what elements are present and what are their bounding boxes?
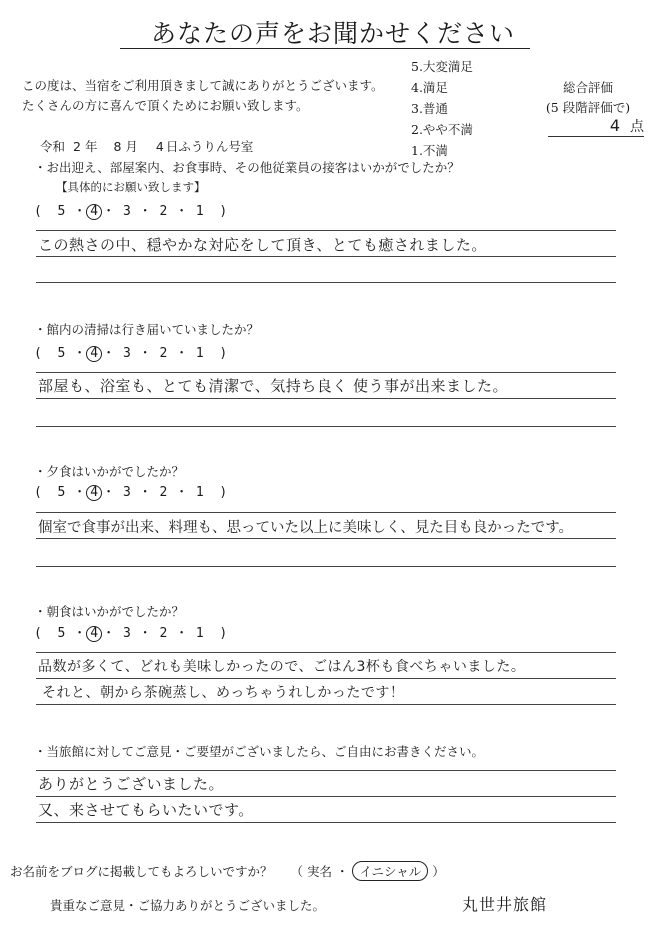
overall-score: 4	[609, 116, 620, 135]
question-5: ・当旅館に対してご意見・ご要望がございましたら、ご自由にお書きください。	[34, 744, 485, 759]
stay-date-room	[40, 137, 253, 155]
selected-rating-circle: 4	[86, 626, 102, 642]
scale-item: 2.やや不満	[411, 122, 473, 137]
inn-name: 丸世井旅館	[462, 895, 548, 914]
blog-question: お名前をブログに掲載してもよろしいですか？	[10, 864, 273, 879]
answer-line	[36, 230, 616, 231]
answer-line	[36, 678, 616, 679]
overall-score-field[interactable]	[548, 116, 644, 137]
question-5-answer-1[interactable]: ありがとうございました。	[38, 775, 225, 793]
answer-line	[36, 398, 616, 399]
overall-sub: (5 段階評価で)	[545, 100, 631, 115]
answer-line	[36, 538, 616, 539]
question-3: ・夕食はいかがでしたか？	[34, 464, 185, 479]
month-unit: 月	[125, 139, 138, 154]
question-1: ・お出迎え、部屋案内、お食事時、その他従業員の接客はいかがでしたか？	[34, 160, 460, 175]
question-4-answer-2[interactable]: それと、朝から茶碗蒸し、めっちゃうれしかったです！	[42, 685, 405, 701]
era-label: 令和	[40, 139, 66, 154]
question-5-answer-2[interactable]: 又、来させてもらいたいです。	[38, 801, 254, 819]
selected-rating-circle: 4	[86, 346, 102, 362]
question-3-answer[interactable]: 個室で食事が出来、料理も、思っていた以上に美味しく、見た目も良かったです。	[38, 520, 574, 536]
scale-item: 1.不満	[411, 143, 448, 158]
blog-permission	[10, 861, 445, 881]
selected-rating-circle: 4	[86, 485, 102, 501]
selected-rating-circle: 4	[86, 204, 102, 220]
year-unit: 年	[84, 139, 98, 154]
room-unit: 号室	[228, 139, 254, 154]
thanks-text: 貴重なご意見・ご協力ありがとうございました。	[50, 898, 326, 913]
answer-line	[36, 796, 616, 797]
question-4-rating[interactable]: ( 5 ・ 4 ・ 3 ・ 2 ・ 1 )	[34, 626, 228, 641]
question-4-answer-1[interactable]: 品数が多くて、どれも美味しかったので、ごはん3杯も食べちゃいました。	[38, 659, 526, 675]
intro-line-1: この度は、当宿をご利用頂きまして誠にありがとうございます。	[22, 78, 384, 93]
question-1-request: 【具体的にお願い致します】	[56, 180, 206, 194]
rating-scale-legend	[411, 56, 473, 161]
month-value[interactable]: 8	[113, 139, 122, 154]
question-2-rating[interactable]: ( 5 ・ 4 ・ 3 ・ 2 ・ 1 )	[34, 346, 228, 361]
answer-line	[36, 770, 616, 771]
scale-item: 3.普通	[411, 101, 448, 116]
question-1-rating[interactable]: ( 5 ・ 4 ・ 3 ・ 2 ・ 1 )	[34, 204, 228, 219]
day-value[interactable]: 4	[155, 139, 164, 154]
question-2-answer[interactable]: 部屋も、浴室も、とても清潔で、気持ち良く 使う事が出来ました。	[38, 377, 508, 395]
answer-line	[36, 512, 616, 513]
intro-line-2: たくさんの方に喜んで頂くためにお願い致します。	[22, 98, 309, 113]
answer-line	[36, 256, 616, 257]
intro-text	[22, 76, 384, 116]
answer-line	[36, 566, 616, 567]
question-2: ・館内の清掃は行き届いていましたか？	[34, 322, 260, 337]
blog-options-close: ）	[432, 864, 445, 879]
question-3-rating[interactable]: ( 5 ・ 4 ・ 3 ・ 2 ・ 1 )	[34, 485, 228, 500]
answer-line	[36, 822, 616, 823]
scale-item: 5.大変満足	[411, 59, 473, 74]
day-unit: 日	[165, 139, 179, 154]
year-value[interactable]: 2	[73, 139, 81, 154]
answer-line	[36, 282, 616, 283]
blog-options-open: （ 実名 ・	[290, 864, 349, 879]
room-value[interactable]: ふうりん	[178, 139, 229, 154]
blog-option-initial-selected[interactable]: イニシャル	[352, 861, 428, 881]
overall-rating	[528, 78, 648, 118]
answer-line	[36, 372, 616, 373]
answer-line	[36, 652, 616, 653]
overall-unit: 点	[630, 119, 644, 135]
question-4: ・朝食はいかがでしたか？	[34, 604, 185, 619]
overall-label: 総合評価	[562, 80, 613, 95]
question-1-answer[interactable]: この熱さの中、穏やかな対応をして頂き、とても癒されました。	[38, 236, 487, 254]
answer-line	[36, 704, 616, 705]
scale-item: 4.満足	[411, 80, 448, 95]
answer-line	[36, 426, 616, 427]
form-title: あなたの声をお聞かせください	[150, 19, 515, 48]
title-underline	[120, 48, 530, 49]
